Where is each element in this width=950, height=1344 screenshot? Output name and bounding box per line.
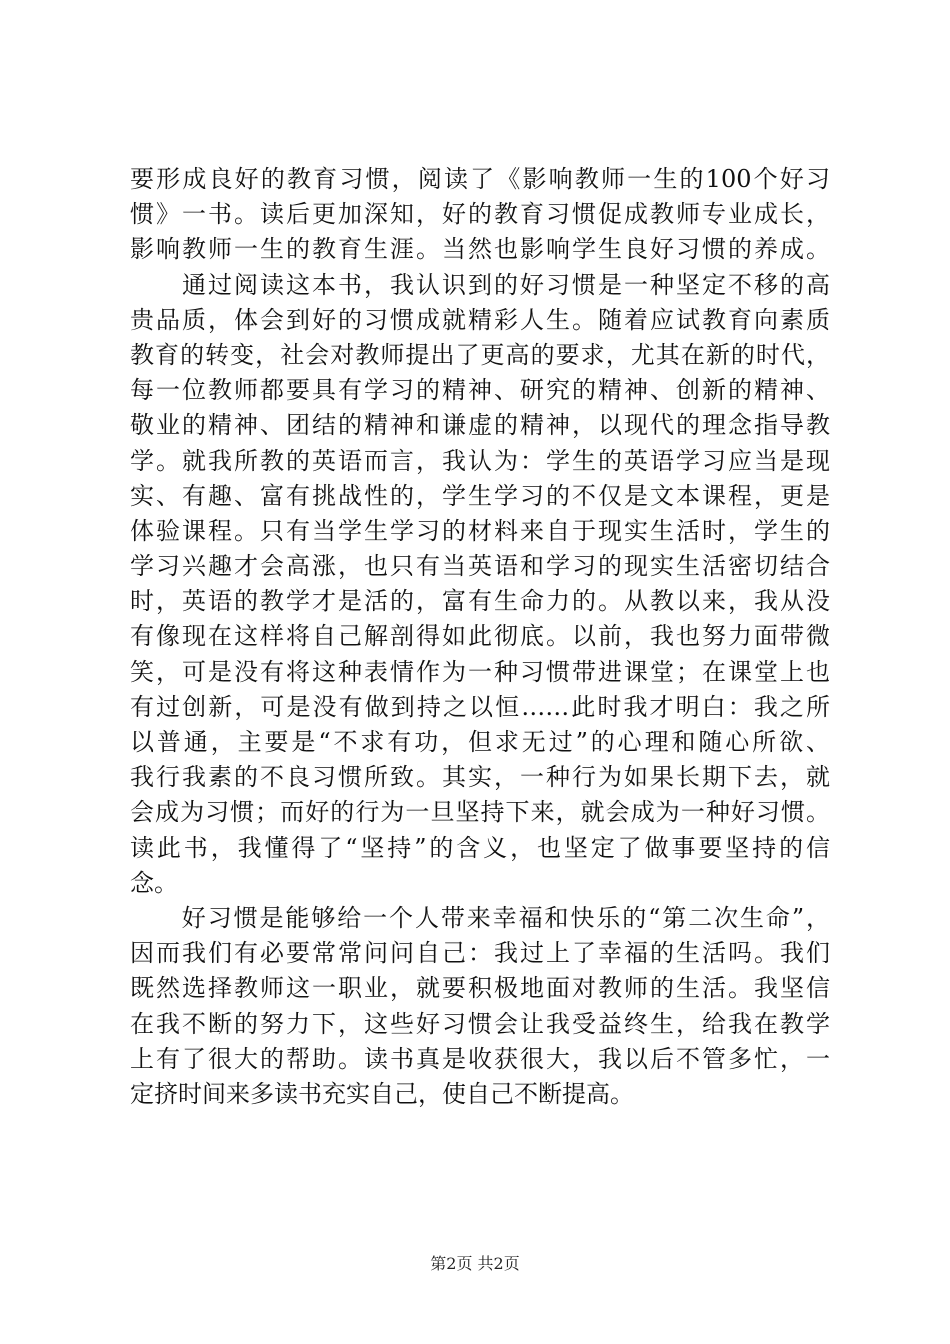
text-line: 在我不断的努力下，这些好习惯会让我受益终生，给我在教学 xyxy=(130,1009,830,1038)
text-line: 有像现在这样将自己解剖得如此彻底。以前，我也努力面带微 xyxy=(130,622,830,651)
text-line: 会成为习惯；而好的行为一旦坚持下来，就会成为一种好习惯。 xyxy=(130,798,830,827)
text-line: 敬业的精神、团结的精神和谦虚的精神，以现代的理念指导教 xyxy=(130,411,830,440)
text-line: 读此书，我懂得了“坚持”的含义，也坚定了做事要坚持的信 xyxy=(130,833,830,862)
text-line: 以普通，主要是“不求有功，但求无过”的心理和随心所欲、 xyxy=(130,728,830,756)
text-line: 时，英语的教学才是活的，富有生命力的。从教以来，我从没 xyxy=(130,587,830,616)
text-line: 定挤时间来多读书充实自己，使自己不断提高。 xyxy=(130,1079,634,1108)
text-line: 通过阅读这本书，我认识到的好习惯是一种坚定不移的高 xyxy=(130,270,830,299)
text-line: 我行我素的不良习惯所致。其实，一种行为如果长期下去，就 xyxy=(130,763,830,792)
text-line: 因而我们有必要常常问问自己：我过上了幸福的生活吗。我们 xyxy=(130,939,830,968)
text-line: 好习惯是能够给一个人带来幸福和快乐的“第二次生命”， xyxy=(130,903,830,932)
text-line: 体验课程。只有当学生学习的材料来自于现实生活时，学生的 xyxy=(130,516,830,545)
text-line: 教育的转变，社会对教师提出了更高的要求，尤其在新的时代， xyxy=(130,340,830,369)
text-line: 笑，可是没有将这种表情作为一种习惯带进课堂；在课堂上也 xyxy=(130,657,830,686)
body-text xyxy=(130,162,830,1112)
text-line: 惯》一书。读后更加深知，好的教育习惯促成教师专业成长， xyxy=(130,200,830,229)
text-line: 每一位教师都要具有学习的精神、研究的精神、创新的精神、 xyxy=(130,376,830,405)
page-footer: 第2页 共2页 xyxy=(430,1254,520,1273)
text-line: 影响教师一生的教育生涯。当然也影响学生良好习惯的养成。 xyxy=(130,235,830,264)
text-line: 贵品质，体会到好的习惯成就精彩人生。随着应试教育向素质 xyxy=(130,305,830,334)
text-line: 学习兴趣才会高涨，也只有当英语和学习的现实生活密切结合 xyxy=(130,552,830,581)
text-line: 要形成良好的教育习惯，阅读了《影响教师一生的100个好习 xyxy=(130,165,830,193)
text-line: 既然选择教师这一职业，就要积极地面对教师的生活。我坚信 xyxy=(130,974,830,1003)
text-line: 有过创新，可是没有做到持之以恒……此时我才明白：我之所 xyxy=(130,692,830,721)
text-line: 上有了很大的帮助。读书真是收获很大，我以后不管多忙，一 xyxy=(130,1044,830,1073)
text-line: 念。 xyxy=(130,868,178,897)
text-line: 学。就我所教的英语而言，我认为：学生的英语学习应当是现 xyxy=(130,446,830,475)
text-line: 实、有趣、富有挑战性的，学生学习的不仅是文本课程，更是 xyxy=(130,481,830,510)
